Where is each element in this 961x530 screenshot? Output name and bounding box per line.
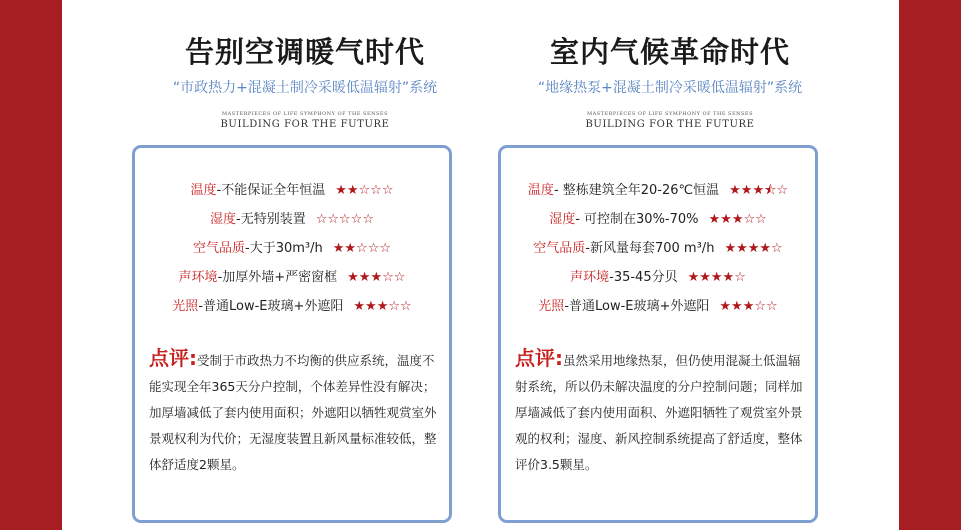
rating-row-humidity (501, 205, 815, 234)
left-comment (149, 345, 439, 478)
left-tagline-big: BUILDING FOR THE FUTURE (220, 119, 390, 130)
right-panel (485, 0, 855, 472)
comment-body: 受制于市政热力不均衡的供应系统，温度不能实现全年365天分户控制，个体差异性没有解决；加厚墙减低了套内使用面积；外遮阳以牺牲观赏室外景观权利为代价；无湿度装置且新风量标准较低，整体舒适度2颗星。 (149, 353, 437, 472)
rating-text: -35-45分贝 (609, 270, 678, 285)
rating-label: 温度 (190, 183, 217, 198)
rating-label: 声环境 (178, 270, 218, 285)
comment-heading: 点评: (515, 346, 563, 370)
rating-row-acoustics (135, 263, 449, 292)
right-red-band (899, 0, 961, 530)
rating-label: 温度 (527, 183, 554, 198)
right-tagline-small: MASTERPIECES OF LIFE SYMPHONY OF THE SENSES (586, 111, 754, 117)
rating-label: 空气品质 (192, 241, 245, 256)
star-rating: ★★★☆☆ (347, 270, 406, 285)
rating-label: 湿度 (549, 212, 576, 227)
right-title: 室内气候革命时代 (549, 35, 790, 69)
right-comment (515, 345, 805, 478)
rating-row-humidity (135, 205, 449, 234)
rating-label: 光照 (538, 299, 565, 314)
rating-text: -新风量每套700 m³/h (585, 241, 715, 256)
left-red-band (0, 0, 62, 530)
comment-heading: 点评: (149, 346, 197, 370)
rating-row-air-quality (501, 234, 815, 263)
rating-text: -大于30m³/h (245, 241, 323, 256)
star-rating: ★★★⯪☆ (729, 183, 789, 198)
rating-row-temperature (501, 176, 815, 205)
star-rating: ★★☆☆☆ (332, 241, 392, 256)
rating-label: 湿度 (210, 212, 237, 227)
left-panel (120, 0, 490, 472)
rating-row-lighting (501, 292, 815, 321)
rating-text: - 可控制在30%-70% (575, 212, 699, 227)
rating-label: 光照 (172, 299, 199, 314)
comment-body: 虽然采用地缘热泵，但仍使用混凝土低温辐射系统，所以仍未解决温度的分户控制问题；同样加厚墙减低了套内使用面积、外遮阳牺牲了观赏室外景观的权利；湿度、新风控制系统提高了舒适度，整体评价3.5颗星。 (515, 353, 803, 472)
left-subtitle: “市政热力+混凝土制冷采暖低温辐射”系统 (172, 80, 438, 96)
rating-text: -无特别装置 (236, 212, 306, 227)
star-rating: ★★★★☆ (687, 270, 746, 285)
rating-text: -普通Low-E玻璃+外遮阳 (564, 299, 710, 314)
star-rating: ★★☆☆☆ (335, 183, 394, 198)
right-subtitle: “地缘热泵+混凝土制冷采暖低温辐射”系统 (537, 80, 803, 96)
star-rating: ★★★☆☆ (353, 299, 412, 314)
rating-label: 空气品质 (533, 241, 586, 256)
star-rating: ★★★☆☆ (708, 212, 767, 227)
star-rating: ☆☆☆☆☆ (315, 212, 374, 227)
left-rating-card (132, 145, 452, 523)
rating-row-acoustics (501, 263, 815, 292)
left-title: 告别空调暖气时代 (184, 35, 425, 69)
star-rating: ★★★☆☆ (719, 299, 778, 314)
rating-row-temperature (135, 176, 449, 205)
rating-text: -普通Low-E玻璃+外遮阳 (198, 299, 344, 314)
rating-text: -加厚外墙+严密窗框 (217, 270, 338, 285)
right-tagline-big: BUILDING FOR THE FUTURE (585, 119, 755, 130)
right-rating-card (498, 145, 818, 523)
star-rating: ★★★★☆ (724, 241, 783, 256)
rating-row-air-quality (135, 234, 449, 263)
rating-label: 声环境 (570, 270, 610, 285)
rating-row-lighting (135, 292, 449, 321)
left-tagline-small: MASTERPIECES OF LIFE SYMPHONY OF THE SENSES (221, 111, 389, 117)
rating-text: -不能保证全年恒温 (216, 183, 326, 198)
rating-text: - 整栋建筑全年20-26℃恒温 (553, 183, 720, 198)
